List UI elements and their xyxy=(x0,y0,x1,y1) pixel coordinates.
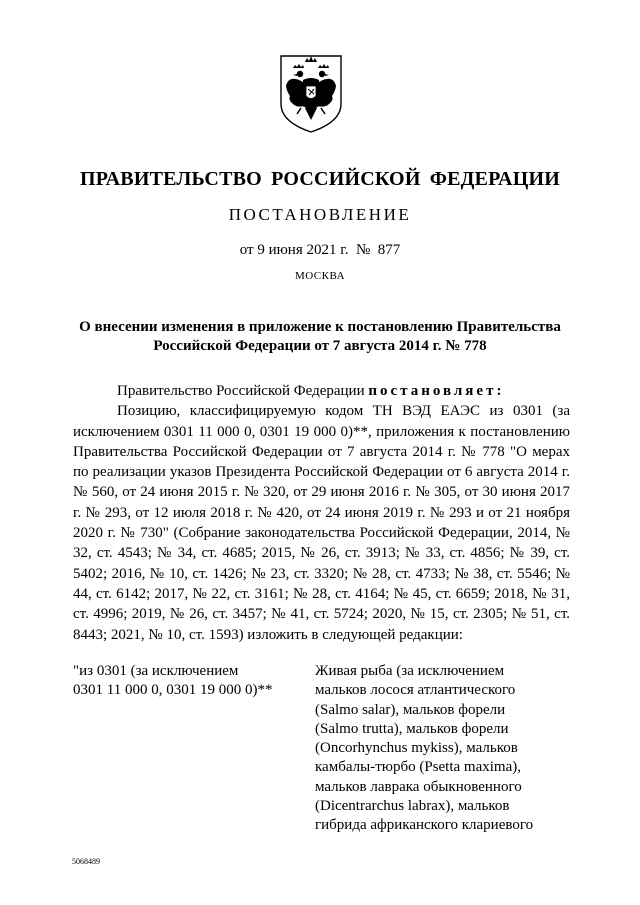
subject-line-2: Российской Федерации от 7 августа 2014 г. № 778 xyxy=(153,338,487,354)
description-line: Живая рыба (за исключением xyxy=(315,663,505,679)
document-city: МОСКВА xyxy=(294,270,346,282)
document-type: ПОСТАНОВЛЕНИЕ xyxy=(228,205,412,224)
description-line: гибрида африканского клариевого xyxy=(315,817,534,834)
code-line: 0301 11 000 0, 0301 19 000 0)** xyxy=(73,682,273,699)
coat-of-arms-icon xyxy=(275,52,347,136)
position-description-column xyxy=(315,662,573,836)
intro-decree-word: постановляет: xyxy=(368,383,505,399)
intro-text: Правительство Российской Федерации xyxy=(117,383,369,399)
government-title: ПРАВИТЕЛЬСТВО РОССИЙСКОЙ ФЕДЕРАЦИИ xyxy=(80,168,560,190)
description-line: мальков лаврака обыкновенного xyxy=(315,778,522,795)
description-line: (Oncorhynchus mykiss), мальков xyxy=(315,740,518,757)
subject-line-1: О внесении изменения в приложение к постановлению Правительства xyxy=(79,319,561,335)
document-body xyxy=(73,381,570,645)
position-code-column xyxy=(73,662,293,701)
document-subject xyxy=(60,318,580,356)
document-date-number: от 9 июня 2021 г. № 877 xyxy=(239,242,401,258)
main-paragraph: Позицию, классифицируемую кодом ТН ВЭД ЕАЭС из 0301 (за исключением 0301 11 000 0, 0301 19 000 0)**, приложения к постановлению Правительства Российской Федерации от 7 августа 2014 г. № 778 "О мерах по реализации указов Президента Российской Федерации от 6 августа 2014 г. № 560, от 24 июня 2015 г. № 320, от 29 июня 2016 г. № 305, от 30 июня 2017 г. № 293, от 12 июля 2018 г. № 420, от 24 июня 2019 г. № 293 и от 21 ноября 2020 г. № 730" (Собрание законодательства Российской Федерации, 2014, № 32, ст. 4543; № 34, ст. 4685; 2015, № 26, ст. 3913; № 33, ст. 4856; № 39, ст. 5402; 2016, № 10, ст. 1426; № 23, ст. 3320; № 28, ст. 4733; № 38, ст. 5546; № 44, ст. 6142; 2017, № 22, ст. 3161; № 28, ст. 4164; № 45, ст. 6659; 2018, № 31, ст. 4996; 2019, № 26, ст. 3457; № 41, ст. 5724; 2020, № 15, ст. 2305; № 51, ст. 8443; 2021, № 10, ст. 1593) изложить в следующей редакции: xyxy=(73,403,570,643)
document-code: 5068489 xyxy=(72,857,100,866)
code-line: "из 0301 (за исключением xyxy=(73,663,239,679)
description-line: (Salmo salar), мальков форели xyxy=(315,701,506,718)
description-line: мальков лосося атлантического xyxy=(315,682,516,699)
description-line: (Salmo trutta), мальков форели xyxy=(315,720,509,737)
description-line: (Dicentrarchus labrax), мальков xyxy=(315,798,510,815)
intro-paragraph xyxy=(73,381,570,401)
description-line: камбалы-тюрбо (Psetta maxima), xyxy=(315,759,521,776)
